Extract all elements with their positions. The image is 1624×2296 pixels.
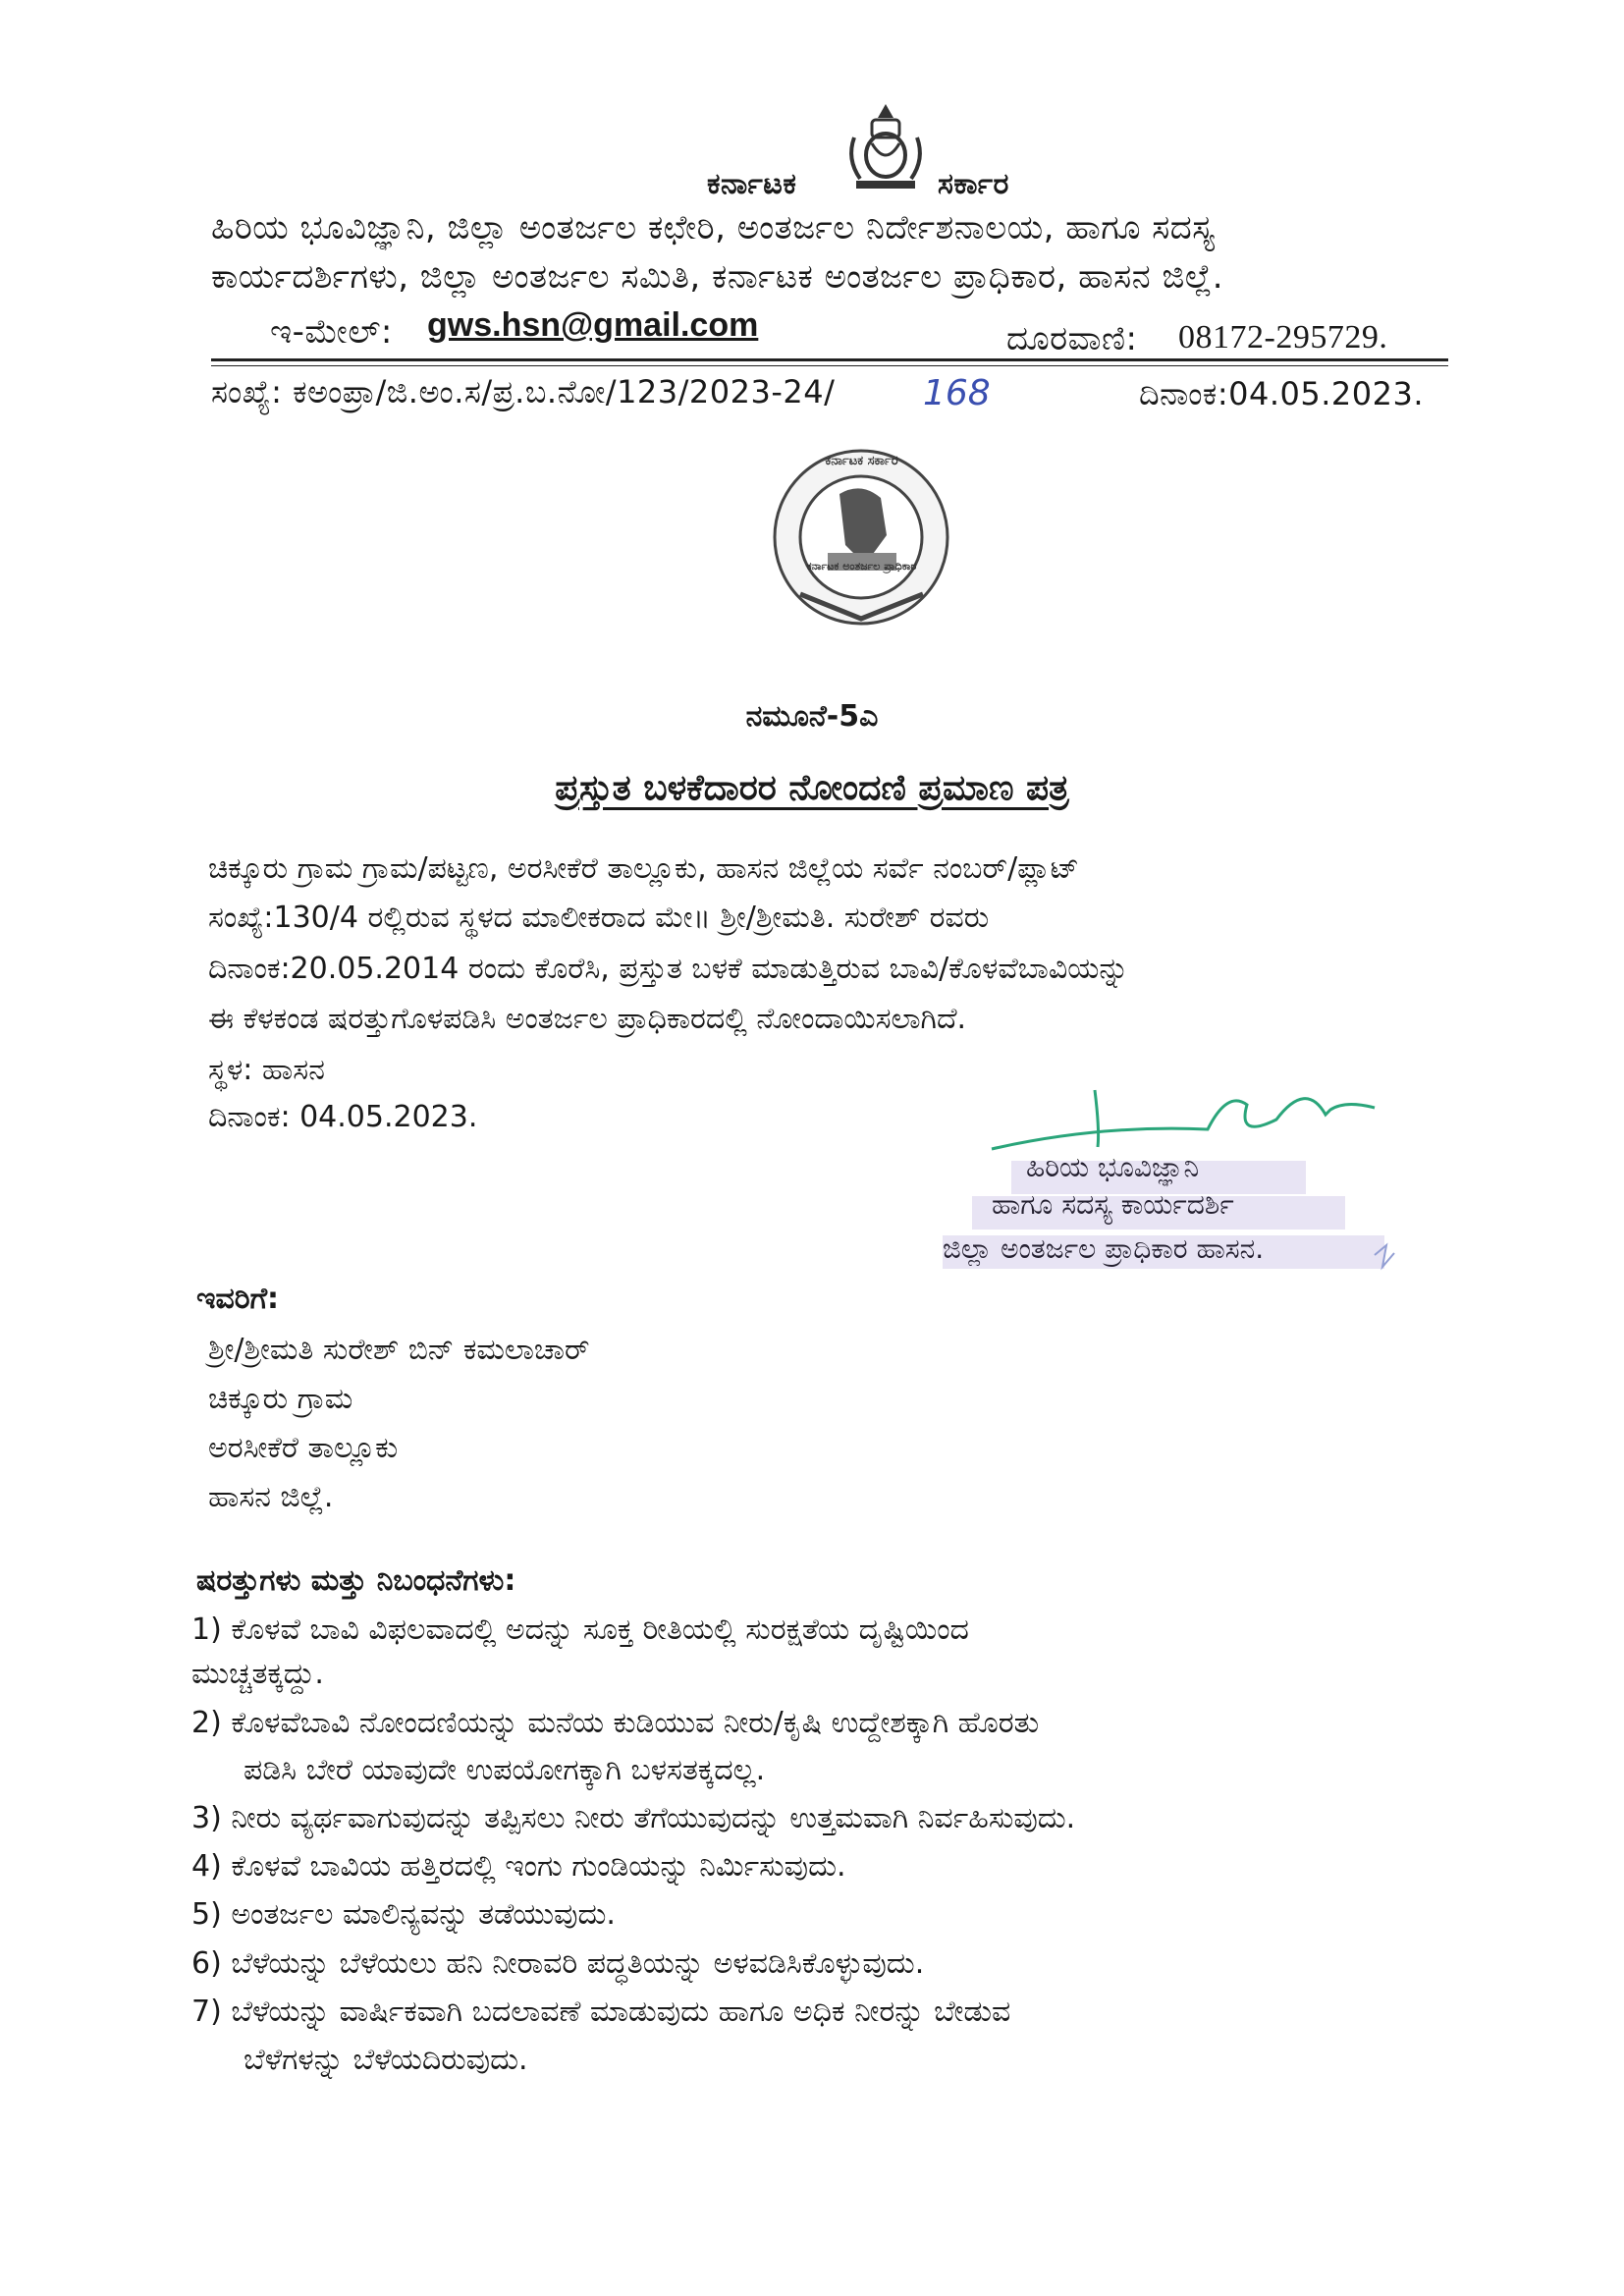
body-line-3: ದಿನಾಂಕ:20.05.2014 ರಂದು ಕೊರೆಸಿ, ಪ್ರಸ್ತುತ ಬಳಕೆ ಮಾಡುತ್ತಿರುವ ಬಾವಿ/ಕೊಳವೆಬಾವಿಯನ್ನು xyxy=(208,952,1129,986)
logo-top-text: ಕರ್ನಾಟಕ ಸರ್ಕಾರ xyxy=(825,454,898,468)
issue-date: ದಿನಾಂಕ: 04.05.2023. xyxy=(208,1100,478,1134)
condition-7-cont: ಬೆಳೆಗಳನ್ನು ಬೆಳೆಯದಿರುವುದು. xyxy=(244,2043,528,2077)
recipient-line-3: ಅರಸೀಕೆರೆ ತಾಲ್ಲೂಕು xyxy=(208,1431,399,1465)
header-rule-thick xyxy=(211,358,1448,361)
body-line-1: ಚಿಕ್ಕೂರು ಗ್ರಾಮ ಗ್ರಾಮ/ಪಟ್ಟಣ, ಅರಸೀಕೆರೆ ತಾಲ್ಲೂಕು, ಹಾಸನ ಜಿಲ್ಲೆಯ ಸರ್ವೆ ನಂಬರ್/ಪ್ಲಾಟ್ xyxy=(208,851,1079,886)
designation-line-3: ಜಿಲ್ಲಾ ಅಂತರ್ಜಲ ಪ್ರಾಧಿಕಾರ ಹಾಸನ. xyxy=(943,1232,1265,1265)
body-line-2: ಸಂಖ್ಯೆ:130/4 ರಲ್ಲಿರುವ ಸ್ಥಳದ ಮಾಲೀಕರಾದ ಮೇ॥ ಶ್ರೀ/ಶ್ರೀಮತಿ. ಸುರೇಶ್ ರವರು xyxy=(208,901,990,935)
reference-number: ಸಂಖ್ಯೆ: ಕಅಂಪ್ರಾ/ಜಿ.ಅಂ.ಸ/ಪ್ರ.ಬ.ನೋ/123/2023-24/ xyxy=(211,373,836,410)
designation-line-1: ಹಿರಿಯ ಭೂವಿಜ್ಞಾನಿ xyxy=(1026,1151,1200,1183)
condition-3: 3) ನೀರು ವ್ಯರ್ಥವಾಗುವುದನ್ನು ತಪ್ಪಿಸಲು ನೀರು ತೆಗೆಯುವುದನ್ನು ಉತ್ತಮವಾಗಿ ನಿರ್ವಹಿಸುವುದು. xyxy=(191,1801,1076,1835)
phone-number: 08172-295729. xyxy=(1178,319,1388,355)
condition-1: 1) ಕೊಳವೆ ಬಾವಿ ವಿಫಲವಾದಲ್ಲಿ ಅದನ್ನು ಸೂಕ್ತ ರೀತಿಯಲ್ಲಿ ಸುರಕ್ಷತೆಯ ದೃಷ್ಟಿಯಿಂದ xyxy=(191,1613,969,1647)
officer-signature xyxy=(982,1070,1404,1159)
designation-line-2: ಹಾಗೂ ಸದಸ್ಯ ಕಾರ್ಯದರ್ಶಿ xyxy=(992,1188,1234,1221)
condition-5: 5) ಅಂತರ್ಜಲ ಮಾಲಿನ್ಯವನ್ನು ತಡೆಯುವುದು. xyxy=(191,1897,616,1932)
logo-bottom-text: ಕರ್ನಾಟಕ ಅಂತರ್ಜಲ ಪ್ರಾಧಿಕಾರ xyxy=(806,560,917,573)
condition-7: 7) ಬೆಳೆಯನ್ನು ವಾರ್ಷಿಕವಾಗಿ ಬದಲಾವಣೆ ಮಾಡುವುದು ಹಾಗೂ ಅಧಿಕ ನೀರನ್ನು ಬೇಡುವ xyxy=(191,1995,1011,2029)
govt-name-right: ಸರ್ಕಾರ xyxy=(938,167,1009,201)
place: ಸ್ಥಳ: ಹಾಸನ xyxy=(208,1053,325,1087)
handwritten-dispatch-number: 168 xyxy=(923,373,991,413)
email-label: ಇ-ಮೇಲ್: xyxy=(270,312,393,352)
official-seal-stamp xyxy=(943,1159,1404,1277)
recipient-line-1: ಶ್ರೀ/ಶ್ರೀಮತಿ ಸುರೇಶ್ ಬಿನ್ ಕಮಲಾಚಾರ್ xyxy=(208,1333,590,1367)
reference-date: ದಿನಾಂಕ:04.05.2023. xyxy=(1139,375,1425,412)
recipient-label: ಇವರಿಗೆ: xyxy=(196,1282,280,1316)
authority-logo xyxy=(771,447,952,629)
certificate-title: ಪ್ರಸ್ತುತ ಬಳಕೆದಾರರ ನೋಂದಣಿ ಪ್ರಮಾಣ ಪತ್ರ xyxy=(555,768,1069,808)
conditions-heading: ಷರತ್ತುಗಳು ಮತ್ತು ನಿಬಂಧನೆಗಳು: xyxy=(196,1563,516,1598)
office-line-1: ಹಿರಿಯ ಭೂವಿಜ್ಞಾನಿ, ಜಿಲ್ಲಾ ಅಂತರ್ಜಲ ಕಛೇರಿ, ಅಂತರ್ಜಲ ನಿರ್ದೇಶನಾಲಯ, ಹಾಗೂ ಸದಸ್ಯ xyxy=(211,208,1216,247)
state-emblem xyxy=(837,98,935,196)
email-address[interactable]: gws.hsn@gmail.com xyxy=(427,306,759,344)
condition-2-cont: ಪಡಿಸಿ ಬೇರೆ ಯಾವುದೇ ಉಪಯೋಗಕ್ಕಾಗಿ ಬಳಸತಕ್ಕದಲ್ಲ. xyxy=(244,1753,766,1787)
header-rule-thin xyxy=(211,365,1448,366)
office-line-2: ಕಾರ್ಯದರ್ಶಿಗಳು, ಜಿಲ್ಲಾ ಅಂತರ್ಜಲ ಸಮಿತಿ, ಕರ್ನಾಟಕ ಅಂತರ್ಜಲ ಪ್ರಾಧಿಕಾರ, ಹಾಸನ ಜಿಲ್ಲೆ. xyxy=(211,257,1224,297)
recipient-line-4: ಹಾಸನ ಜಿಲ್ಲೆ. xyxy=(208,1480,334,1514)
recipient-line-2: ಚಿಕ್ಕೂರು ಗ್ರಾಮ xyxy=(208,1382,353,1416)
body-line-4: ಈ ಕೆಳಕಂಡ ಷರತ್ತುಗೊಳಪಡಿಸಿ ಅಂತರ್ಜಲ ಪ್ರಾಧಿಕಾರದಲ್ಲಿ ನೋಂದಾಯಿಸಲಾಗಿದೆ. xyxy=(208,1002,967,1036)
condition-1-cont: ಮುಚ್ಚತಕ್ಕದ್ದು. xyxy=(191,1657,324,1691)
condition-4: 4) ಕೊಳವೆ ಬಾವಿಯ ಹತ್ತಿರದಲ್ಲಿ ಇಂಗು ಗುಂಡಿಯನ್ನು ನಿರ್ಮಿಸುವುದು. xyxy=(191,1849,846,1884)
form-number: ನಮೂನೆ-5ಎ xyxy=(745,699,879,734)
condition-2: 2) ಕೊಳವೆಬಾವಿ ನೋಂದಣಿಯನ್ನು ಮನೆಯ ಕುಡಿಯುವ ನೀರು/ಕೃಷಿ ಉದ್ದೇಶಕ್ಕಾಗಿ ಹೊರತು xyxy=(191,1706,1040,1740)
govt-name-left: ಕರ್ನಾಟಕ xyxy=(707,167,797,201)
condition-6: 6) ಬೆಳೆಯನ್ನು ಬೆಳೆಯಲು ಹನಿ ನೀರಾವರಿ ಪದ್ಧತಿಯನ್ನು ಅಳವಡಿಸಿಕೊಳ್ಳುವುದು. xyxy=(191,1946,925,1981)
phone-label: ದೂರವಾಣಿ: xyxy=(1006,319,1138,358)
